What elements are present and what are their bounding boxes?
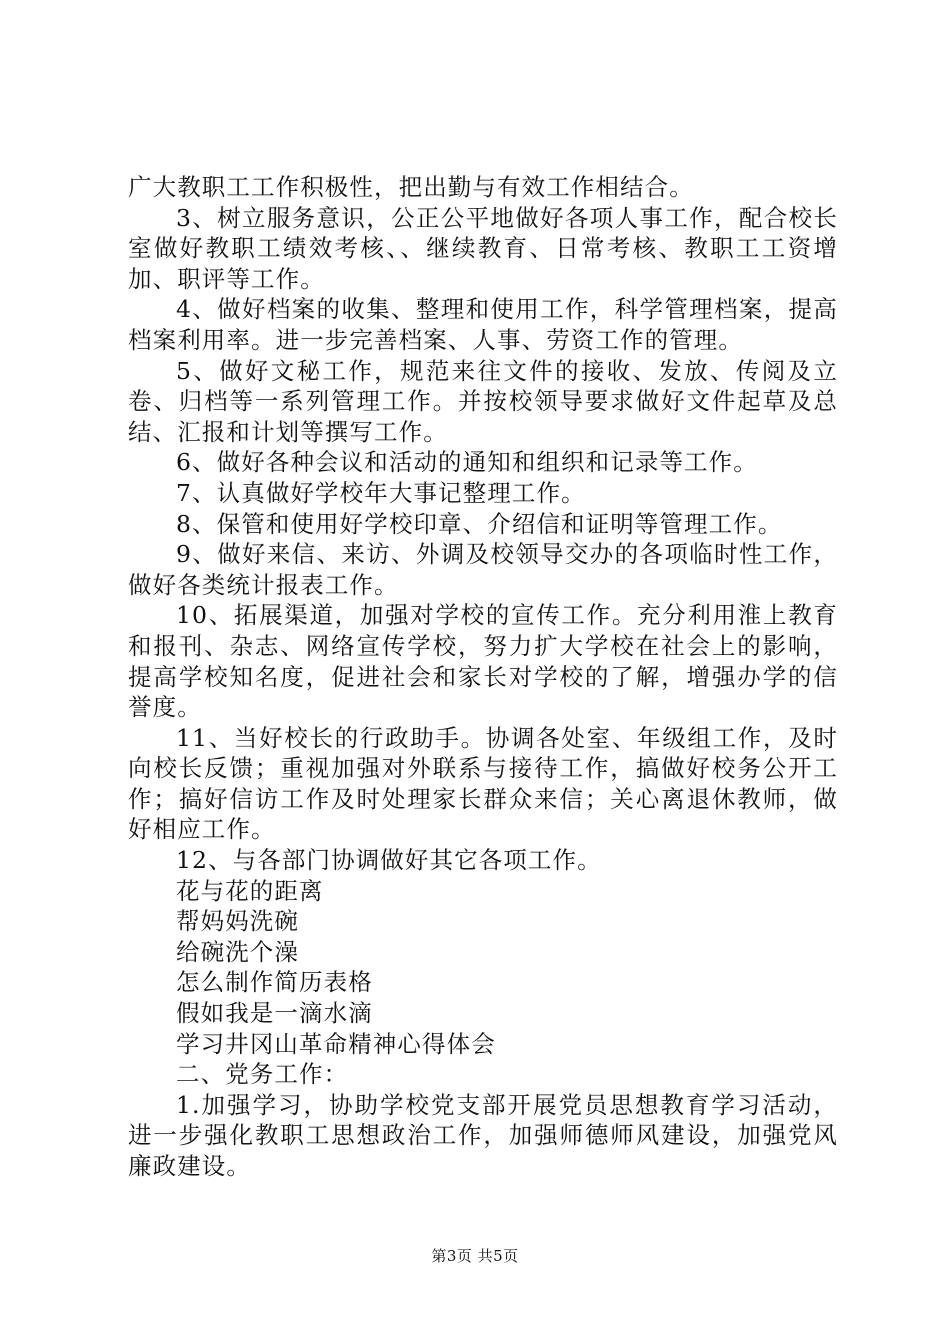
paragraph-item-8: 8、保管和使用好学校印章、介绍信和证明等管理工作。 [176, 509, 783, 538]
document-body [128, 172, 838, 1182]
paragraph-item-11: 11、当好校长的行政助手。协调各处室、年级组工作，及时向校长反馈；重视加强对外联系与接待工作，搞做好校务公开工作；搞好信访工作及时处理家长群众来信；关心离退休教师，做好相应工作。 [128, 723, 838, 844]
paragraph-item-10: 10、拓展渠道，加强对学校的宣传工作。充分利用淮上教育和报刊、杂志、网络宣传学校，努力扩大学校在社会上的影响，提高学校知名度，促进社会和家长对学校的了解，增强办学的信誉度。 [128, 601, 838, 722]
section-heading: 二、党务工作： [176, 1060, 349, 1089]
paragraph-item-7: 7、认真做好学校年大事记整理工作。 [176, 478, 586, 507]
paragraph-line: 假如我是一滴水滴 [176, 999, 373, 1028]
page-number-footer: 第3页 共5页 [431, 1247, 519, 1265]
paragraph-continuation: 广大教职工工作积极性，把出勤与有效工作相结合。 [128, 173, 694, 201]
paragraph-item-4: 4、做好档案的收集、整理和使用工作，科学管理档案，提高档案利用率。进一步完善档案、人事、劳资工作的管理。 [128, 295, 838, 354]
paragraph-item-3: 3、树立服务意识，公正公平地做好各项人事工作，配合校长室做好教职工绩效考核、、继续教育、日常考核、教职工工资增加、职评等工作。 [128, 203, 838, 293]
paragraph-item-5: 5、做好文秘工作，规范来往文件的接收、发放、传阅及立卷、归档等一系列管理工作。并按校领导要求做好文件起草及总结、汇报和计划等撰写工作。 [128, 356, 838, 446]
paragraph-line: 给碗洗个澡 [176, 937, 299, 966]
paragraph-line: 学习井冈山革命精神心得体会 [176, 1029, 496, 1058]
paragraph-party-item-1: 1.加强学习，协助学校党支部开展党员思想教育学习活动，进一步强化教职工思想政治工作，加强师德师风建设，加强党风廉政建设。 [128, 1090, 838, 1180]
paragraph-line: 怎么制作简历表格 [176, 968, 373, 997]
paragraph-line: 花与花的距离 [176, 876, 324, 905]
paragraph-item-12: 12、与各部门协调做好其它各项工作。 [176, 846, 602, 875]
paragraph-item-6: 6、做好各种会议和活动的通知和组织和记录等工作。 [176, 448, 758, 477]
paragraph-line: 帮妈妈洗碗 [176, 907, 299, 936]
paragraph-item-9: 9、做好来信、来访、外调及校领导交办的各项临时性工作，做好各类统计报表工作。 [128, 540, 838, 599]
